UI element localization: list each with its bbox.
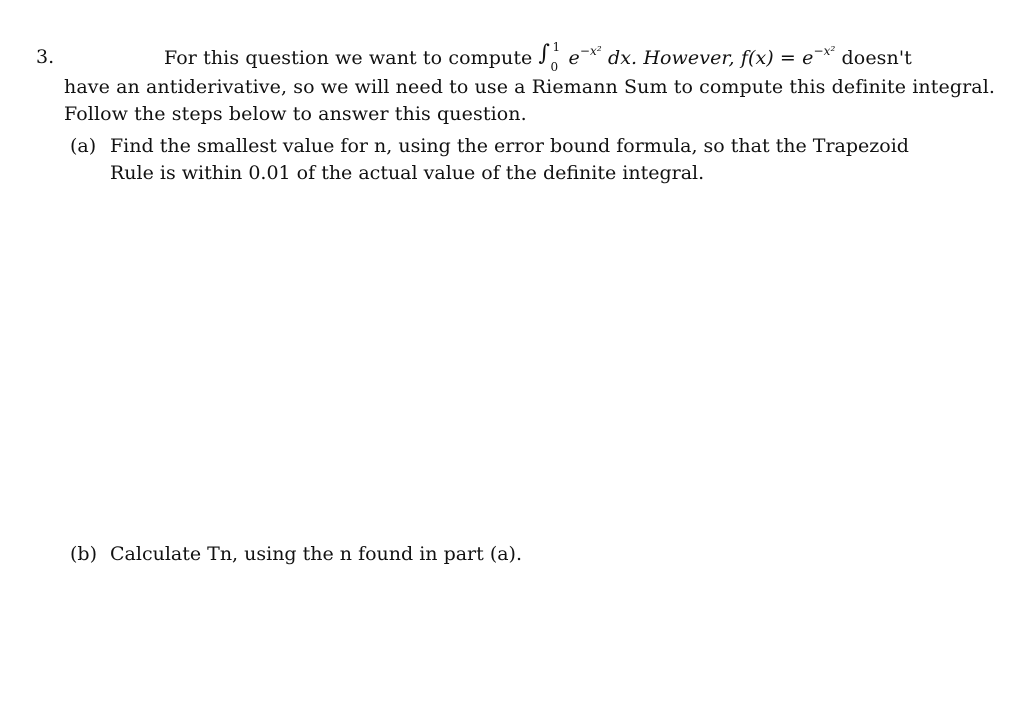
differential-and-however: dx. However, [601, 47, 741, 69]
question-intro [64, 40, 996, 128]
integral-sign: ∫ [538, 41, 551, 66]
intro-text-end: doesn't [835, 47, 912, 69]
part-a-label: (a) [70, 135, 97, 157]
intro-line-3: Follow the steps below to answer this question. [64, 103, 527, 125]
intro-text-start: For this question we want to compute [164, 47, 539, 69]
intro-line-1 [64, 40, 948, 74]
intro-line-2: have an antiderivative, so we will need to use a Riemann Sum to compute this definite integral. [64, 76, 996, 98]
part-a [70, 133, 960, 187]
question-number: 3. [36, 46, 55, 68]
part-a-text: Find the smallest value for n, using the error bound formula, so that the Trapezoid Rule is within 0.01 of the actual value of the definite integral. [110, 135, 909, 184]
integrand-base: e [568, 47, 580, 69]
part-b-label: (b) [70, 543, 97, 565]
function-definition: f(x) = e [740, 47, 814, 69]
integral-lower-limit: 0 [550, 60, 559, 74]
integrand-exponent: −x² [579, 44, 602, 58]
integral-upper-limit: 1 [552, 40, 561, 54]
part-b [70, 541, 960, 568]
function-exponent: −x² [813, 44, 836, 58]
integral-expression [538, 40, 569, 74]
part-b-text: Calculate Tn, using the n found in part (a). [110, 543, 523, 565]
